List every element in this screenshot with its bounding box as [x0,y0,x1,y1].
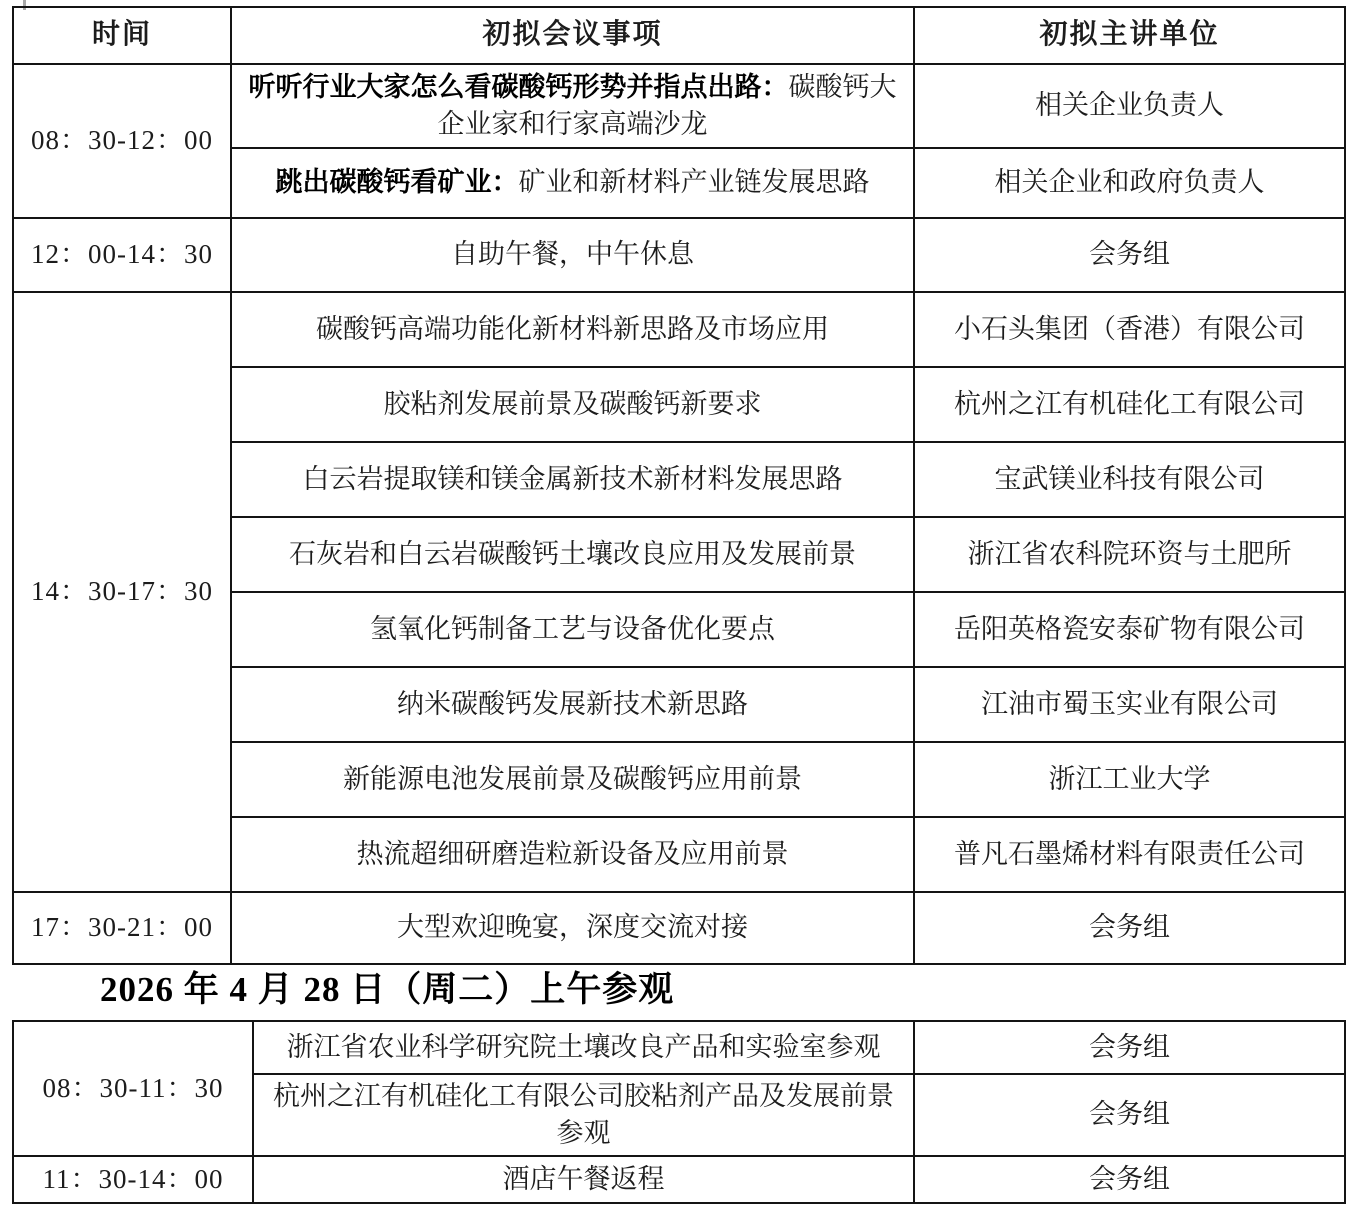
time-cell-visit: 08：30-11：30 [13,1021,253,1156]
unit-cell: 普凡石墨烯材料有限责任公司 [914,817,1345,892]
session-item-rest-text: 碳酸钙大企业家和行家高端沙龙 [437,71,897,139]
unit-cell: 相关企业和政府负责人 [914,148,1345,218]
visit-item-cell: 浙江省农业科学研究院土壤改良产品和实验室参观 [253,1021,914,1074]
dinner-row [13,892,1345,964]
session-item-cell: 白云岩提取镁和镁金属新技术新材料发展思路 [231,442,914,517]
lunch-row [13,218,1345,292]
session-item-bold-text: 跳出碳酸钙看矿业： [275,167,519,198]
visit-row-1 [13,1021,1345,1074]
time-cell-morning: 08：30-12：00 [13,64,231,218]
unit-cell: 浙江工业大学 [914,742,1345,817]
header-item: 初拟会议事项 [231,7,914,64]
session-item-cell: 纳米碳酸钙发展新技术新思路 [231,667,914,742]
session-item-cell: 热流超细研磨造粒新设备及应用前景 [231,817,914,892]
session-item-bold-text: 听听行业大家怎么看碳酸钙形势并指点出路： [248,71,789,102]
morning-row-1 [13,64,1345,148]
session-item-rest-text: 矿业和新材料产业链发展思路 [518,167,870,198]
time-cell-afternoon: 14：30-17：30 [13,292,231,892]
visit-item-cell: 杭州之江有机硅化工有限公司胶粘剂产品及发展前景参观 [253,1074,914,1156]
header-time: 时间 [13,7,231,64]
session-item-cell: 石灰岩和白云岩碳酸钙土壤改良应用及发展前景 [231,517,914,592]
visit-item-cell: 酒店午餐返程 [253,1156,914,1203]
session-item-cell: 新能源电池发展前景及碳酸钙应用前景 [231,742,914,817]
unit-cell: 小石头集团（香港）有限公司 [914,292,1345,367]
session-item-cell: 氢氧化钙制备工艺与设备优化要点 [231,592,914,667]
unit-cell: 会务组 [914,892,1345,964]
unit-cell: 会务组 [914,218,1345,292]
unit-cell: 杭州之江有机硅化工有限公司 [914,367,1345,442]
section-title: 2026 年 4 月 28 日（周二）上午参观 [100,970,675,1009]
unit-cell: 浙江省农科院环资与土肥所 [914,517,1345,592]
unit-cell: 岳阳英格瓷安泰矿物有限公司 [914,592,1345,667]
time-cell-dinner: 17：30-21：00 [13,892,231,964]
session-item-cell: 碳酸钙高端功能化新材料新思路及市场应用 [231,292,914,367]
unit-cell: 会务组 [914,1021,1345,1074]
unit-cell: 会务组 [914,1074,1345,1156]
session-item-cell [231,148,914,218]
unit-cell: 江油市蜀玉实业有限公司 [914,667,1345,742]
schedule-table [12,6,1346,965]
unit-cell: 会务组 [914,1156,1345,1203]
unit-cell: 相关企业负责人 [914,64,1345,148]
session-item-cell: 大型欢迎晚宴，深度交流对接 [231,892,914,964]
session-item-cell: 胶粘剂发展前景及碳酸钙新要求 [231,367,914,442]
unit-cell: 宝武镁业科技有限公司 [914,442,1345,517]
afternoon-row [13,292,1345,367]
visit-table [12,1020,1346,1204]
time-cell-lunch: 12：00-14：30 [13,218,231,292]
return-row [13,1156,1345,1203]
time-cell-return: 11：30-14：00 [13,1156,253,1203]
session-item-cell [231,64,914,148]
schedule-header-row [13,7,1345,64]
session-item-cell: 自助午餐，中午休息 [231,218,914,292]
header-unit: 初拟主讲单位 [914,7,1345,64]
